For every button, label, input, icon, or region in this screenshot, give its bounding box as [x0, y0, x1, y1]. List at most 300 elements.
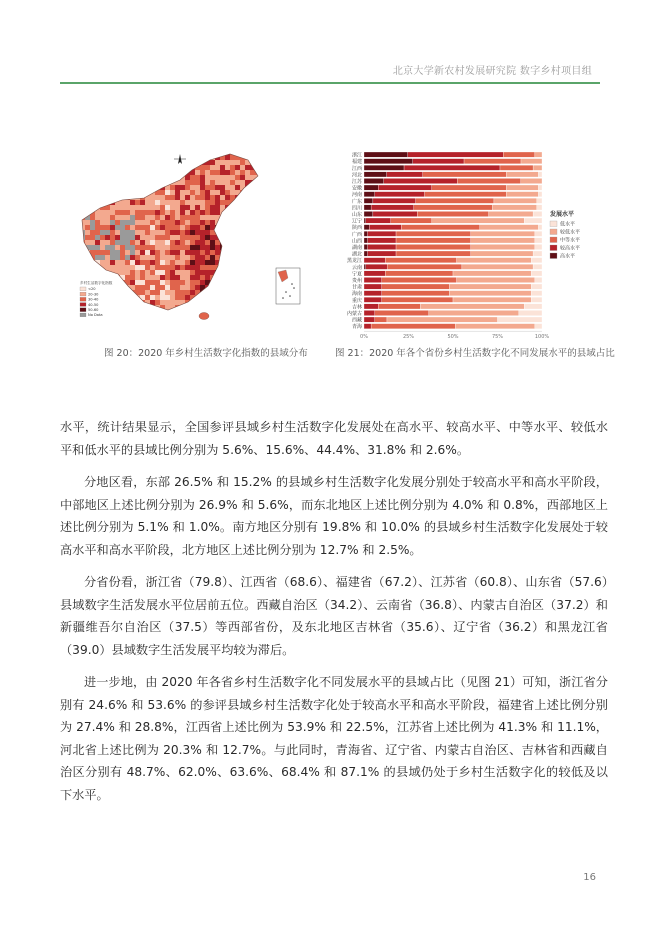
bar-segment [396, 231, 471, 236]
county-cell [160, 270, 165, 275]
county-cell [195, 265, 200, 270]
county-cell [180, 260, 185, 265]
county-cell [225, 205, 230, 210]
county-cell [155, 260, 160, 265]
county-cell [145, 290, 150, 295]
county-cell [220, 310, 225, 315]
county-cell [110, 225, 115, 230]
map-legend-label: 20-30 [88, 292, 99, 297]
county-cell [95, 165, 100, 170]
county-cell [230, 270, 235, 275]
county-cell [105, 220, 110, 225]
county-cell [230, 235, 235, 240]
county-cell [185, 185, 190, 190]
county-cell [255, 160, 260, 165]
x-tick-label: 100% [534, 334, 550, 341]
county-cell [155, 210, 160, 215]
county-cell [225, 170, 230, 175]
county-cell [90, 275, 95, 280]
county-cell [245, 305, 250, 310]
county-cell [215, 230, 220, 235]
bar-segment [375, 310, 429, 315]
county-cell [95, 195, 100, 200]
county-cell [160, 230, 165, 235]
county-cell [190, 200, 195, 205]
bar-segment [364, 304, 378, 309]
county-cell [205, 230, 210, 235]
county-cell [240, 150, 245, 155]
county-cell [255, 270, 260, 275]
county-cell [250, 295, 255, 300]
county-cell [245, 230, 250, 235]
county-cell [120, 215, 125, 220]
county-cell [170, 205, 175, 210]
county-cell [195, 280, 200, 285]
legend-label: 高水平 [560, 253, 576, 260]
county-cell [190, 220, 195, 225]
county-cell [160, 275, 165, 280]
bar-segment [364, 291, 382, 296]
county-cell [115, 190, 120, 195]
county-cell [145, 200, 150, 205]
county-cell [255, 155, 260, 160]
bar-segment [385, 271, 453, 276]
county-cell [210, 300, 215, 305]
county-cell [250, 275, 255, 280]
county-cell [100, 250, 105, 255]
county-cell [215, 190, 220, 195]
county-cell [245, 240, 250, 245]
county-cell [165, 210, 170, 215]
county-cell [235, 190, 240, 195]
county-cell [100, 200, 105, 205]
county-cell [210, 260, 215, 265]
county-cell [140, 270, 145, 275]
county-cell [245, 220, 250, 225]
county-cell [195, 235, 200, 240]
county-cell [95, 170, 100, 175]
map-legend-label: <20 [88, 287, 96, 292]
county-cell [150, 175, 155, 180]
county-cell [145, 225, 150, 230]
county-cell [205, 180, 210, 185]
county-cell [85, 255, 90, 260]
bar-segment [364, 192, 375, 197]
county-cell [245, 165, 250, 170]
county-cell [190, 240, 195, 245]
county-cell [240, 180, 245, 185]
county-cell [230, 240, 235, 245]
county-cell [150, 210, 155, 215]
county-cell [255, 150, 260, 155]
county-cell [205, 205, 210, 210]
county-cell [165, 205, 170, 210]
county-cell [195, 160, 200, 165]
county-cell [235, 220, 240, 225]
county-cell [245, 215, 250, 220]
county-cell [200, 295, 205, 300]
county-cell [195, 250, 200, 255]
county-cell [200, 255, 205, 260]
county-cell [170, 220, 175, 225]
county-cell [125, 235, 130, 240]
bar-segment [503, 152, 535, 157]
county-cell [205, 215, 210, 220]
county-cell [140, 255, 145, 260]
county-cell [125, 210, 130, 215]
county-cell [180, 170, 185, 175]
county-cell [130, 305, 135, 310]
bar-segment [535, 277, 542, 282]
county-cell [105, 300, 110, 305]
bar-segment [404, 165, 500, 170]
county-cell [165, 310, 170, 315]
county-cell [115, 250, 120, 255]
county-cell [240, 265, 245, 270]
county-cell [130, 265, 135, 270]
county-cell [140, 280, 145, 285]
county-cell [95, 185, 100, 190]
county-cell [130, 230, 135, 235]
county-cell [225, 185, 230, 190]
county-cell [230, 170, 235, 175]
county-cell [230, 220, 235, 225]
county-cell [205, 250, 210, 255]
province-label: 江苏 [351, 179, 362, 185]
county-cell [130, 180, 135, 185]
county-cell [245, 185, 250, 190]
county-cell [175, 165, 180, 170]
legend-swatch [550, 253, 557, 259]
county-cell [195, 225, 200, 230]
county-cell [255, 230, 260, 235]
county-cell [260, 270, 265, 275]
county-cell [115, 180, 120, 185]
county-cell [205, 210, 210, 215]
county-cell [255, 225, 260, 230]
county-cell [205, 240, 210, 245]
county-cell [260, 180, 265, 185]
county-cell [175, 220, 180, 225]
county-cell [160, 245, 165, 250]
county-cell [200, 170, 205, 175]
bar-segment [420, 304, 524, 309]
county-cell [150, 185, 155, 190]
county-cell [235, 295, 240, 300]
county-cell [220, 180, 225, 185]
county-cell [95, 230, 100, 235]
county-cell [245, 150, 250, 155]
county-cell [230, 185, 235, 190]
county-cell [250, 305, 255, 310]
county-cell [205, 220, 210, 225]
county-cell [80, 190, 85, 195]
province-label: 宁夏 [351, 271, 362, 278]
county-cell [225, 215, 230, 220]
county-cell [215, 160, 220, 165]
county-cell [255, 300, 260, 305]
bar-segment [382, 297, 453, 302]
province-label: 陕西 [351, 225, 362, 232]
county-cell [200, 225, 205, 230]
county-cell [125, 260, 130, 265]
county-cell [215, 205, 220, 210]
county-cell [160, 225, 165, 230]
county-cell [130, 285, 135, 290]
county-cell [105, 195, 110, 200]
county-cell [205, 150, 210, 155]
bar-segment [385, 258, 456, 263]
county-cell [165, 155, 170, 160]
county-cell [130, 160, 135, 165]
county-cell [220, 275, 225, 280]
county-cell [120, 165, 125, 170]
county-cell [120, 220, 125, 225]
county-cell [80, 195, 85, 200]
county-cell [225, 190, 230, 195]
county-cell [220, 305, 225, 310]
legend-swatch [550, 237, 557, 243]
bar-segment [538, 185, 542, 190]
county-cell [105, 310, 110, 315]
county-cell [180, 195, 185, 200]
county-cell [230, 280, 235, 285]
county-cell [225, 280, 230, 285]
county-cell [155, 205, 160, 210]
county-cell [235, 305, 240, 310]
county-cell [100, 165, 105, 170]
county-cell [190, 265, 195, 270]
county-cell [200, 190, 205, 195]
bar-segment [378, 304, 420, 309]
figure-21-caption: 图 21：2020 年各个省份乡村生活数字化不同发展水平的县域占比 [335, 348, 615, 359]
county-cell [255, 290, 260, 295]
county-cell [100, 230, 105, 235]
map-legend-label: No Data [88, 313, 103, 318]
county-cell [125, 220, 130, 225]
county-cell [150, 150, 155, 155]
county-cell [150, 215, 155, 220]
county-cell [230, 205, 235, 210]
county-cell [145, 305, 150, 310]
county-cell [155, 265, 160, 270]
county-cell [230, 180, 235, 185]
county-cell [120, 250, 125, 255]
county-cell [250, 270, 255, 275]
county-cell [210, 275, 215, 280]
county-cell [85, 205, 90, 210]
county-cell [115, 295, 120, 300]
county-cell [225, 290, 230, 295]
county-cell [220, 230, 225, 235]
county-cell [90, 205, 95, 210]
county-cell [190, 160, 195, 165]
county-cell [100, 190, 105, 195]
county-cell [210, 215, 215, 220]
county-cell [255, 295, 260, 300]
bar-segment [364, 264, 366, 269]
county-cell [95, 215, 100, 220]
county-cell [190, 250, 195, 255]
county-cell [190, 225, 195, 230]
county-cell [245, 290, 250, 295]
county-cell [205, 255, 210, 260]
county-cell [150, 195, 155, 200]
bar-segment [364, 271, 385, 276]
bar-segment [364, 231, 368, 236]
county-cell [215, 185, 220, 190]
county-cell [205, 200, 210, 205]
county-cell [160, 160, 165, 165]
county-cell [215, 250, 220, 255]
county-cell [125, 250, 130, 255]
county-cell [225, 270, 230, 275]
county-cell [170, 295, 175, 300]
county-cell [130, 255, 135, 260]
county-cell [140, 160, 145, 165]
county-cell [105, 290, 110, 295]
county-cell [180, 230, 185, 235]
county-cell [225, 300, 230, 305]
county-cell [145, 260, 150, 265]
bar-segment [492, 205, 537, 210]
county-cell [260, 155, 265, 160]
county-cell [245, 210, 250, 215]
county-cell [260, 310, 265, 315]
county-cell [230, 305, 235, 310]
county-cell [80, 155, 85, 160]
county-cell [105, 165, 110, 170]
county-cell [165, 255, 170, 260]
bar-segment [524, 304, 542, 309]
county-cell [220, 190, 225, 195]
county-cell [130, 270, 135, 275]
county-cell [150, 290, 155, 295]
county-cell [95, 175, 100, 180]
county-cell [250, 195, 255, 200]
county-cell [260, 245, 265, 250]
county-cell [250, 230, 255, 235]
paragraph-2: 分地区看，东部 26.5% 和 15.2% 的县域乡村生活数字化发展分别处于较高水平和高水平阶段，中部地区上述比例分别为 26.9% 和 5.6%，而东北地区上述比例分别为 4.0% 和 0.8%，西部地区上述比例分别为 5.1% 和 1.0%。南方地区分别有 19.8% 和 10.0% 的县域乡村生活数字化发展处于较高水平和高水平阶段，北方地区上述比例分别为 12.7% 和 2.5%。 [60, 475, 608, 557]
county-cell [205, 155, 210, 160]
county-cell [165, 285, 170, 290]
bar-segment [375, 317, 387, 322]
county-cell [215, 310, 220, 315]
county-cell [155, 240, 160, 245]
county-cell [115, 300, 120, 305]
province-label: 广西 [351, 231, 362, 238]
county-cell [205, 225, 210, 230]
county-cell [135, 185, 140, 190]
county-cell [120, 230, 125, 235]
x-tick-label: 25% [402, 334, 415, 341]
county-cell [175, 200, 180, 205]
county-cell [250, 285, 255, 290]
page-number: 16 [583, 872, 596, 883]
bar-segment [396, 238, 471, 243]
county-cell [120, 265, 125, 270]
county-cell [115, 260, 120, 265]
county-cell [190, 245, 195, 250]
county-cell [175, 225, 180, 230]
county-cell [240, 275, 245, 280]
county-cell [135, 230, 140, 235]
county-cell [90, 190, 95, 195]
county-cell [240, 215, 245, 220]
legend-label: 较高水平 [560, 245, 581, 252]
county-cell [80, 260, 85, 265]
county-cell [175, 285, 180, 290]
county-cell [185, 170, 190, 175]
county-cell [225, 220, 230, 225]
county-cell [225, 260, 230, 265]
county-cell [105, 230, 110, 235]
county-cell [260, 275, 265, 280]
county-cell [95, 275, 100, 280]
county-cell [225, 265, 230, 270]
bar-segment [533, 251, 542, 256]
county-cell [140, 230, 145, 235]
county-cell [110, 300, 115, 305]
county-cell [135, 150, 140, 155]
map-legend [80, 280, 113, 317]
county-cell [175, 250, 180, 255]
county-cell [225, 240, 230, 245]
county-cell [180, 255, 185, 260]
bar-segment [531, 284, 542, 289]
county-cell [140, 225, 145, 230]
county-cell [260, 305, 265, 310]
county-cell [220, 285, 225, 290]
county-cell [220, 300, 225, 305]
county-cell [260, 295, 265, 300]
county-cell [210, 225, 215, 230]
county-cell [260, 205, 265, 210]
county-cell [85, 260, 90, 265]
county-cell [190, 255, 195, 260]
county-cell [180, 180, 185, 185]
county-cell [195, 240, 200, 245]
county-cell [245, 300, 250, 305]
county-cell [140, 215, 145, 220]
bar-segment [429, 310, 519, 315]
county-cell [190, 180, 195, 185]
county-cell [125, 295, 130, 300]
province-label: 云南 [351, 264, 362, 271]
county-cell [105, 180, 110, 185]
county-cell [195, 245, 200, 250]
county-cell [160, 265, 165, 270]
county-cell [175, 170, 180, 175]
county-cell [105, 260, 110, 265]
county-cell [120, 210, 125, 215]
county-cell [155, 195, 160, 200]
county-cell [185, 290, 190, 295]
county-cell [235, 260, 240, 265]
county-cell [195, 190, 200, 195]
county-cell [220, 215, 225, 220]
county-cell [195, 300, 200, 305]
county-cell [170, 290, 175, 295]
county-cell [160, 235, 165, 240]
county-cell [110, 310, 115, 315]
county-cell [115, 170, 120, 175]
province-label: 西藏 [351, 317, 362, 324]
county-cell [240, 195, 245, 200]
county-cell [85, 160, 90, 165]
county-cell [90, 185, 95, 190]
bar-segment [500, 165, 533, 170]
